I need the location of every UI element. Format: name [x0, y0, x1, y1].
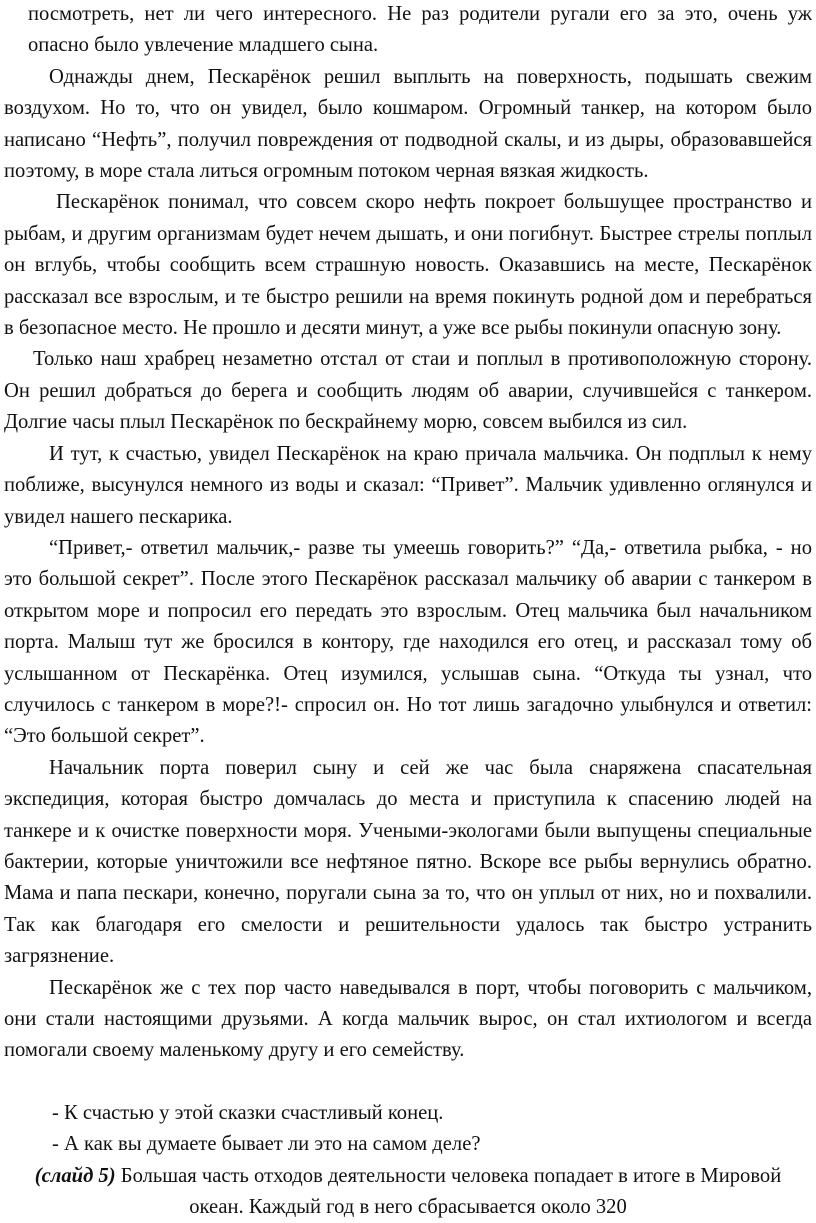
paragraph-3: Пескарёнок понимал, что совсем скоро нефть покроет большущее пространство и рыбам, и другим организмам будет нечем дышать, и они погибнут. Быстрее стрелы поплыл он вглубь, чтобы сообщить всем страшную новость. Оказавшись на месте, Пескарёнок рассказал все взрослым, и те быстро решили на время покинуть родной дом и перебраться в безопасное место. Не прошло и десяти минут, а уже все рыбы покинули опасную зону. [4, 191, 812, 340]
slide-paragraph [4, 1161, 812, 1223]
paragraph-8: Пескарёнок же с тех пор часто наведывался в порт, чтобы поговорить с мальчиком, они стали настоящими друзьями. А когда мальчик вырос, он стал ихтиологом и всегда помогали своему маленькому другу и его семейству. [4, 976, 812, 1062]
paragraph-6: “Привет,- ответил мальчик,- разве ты умеешь говорить?” “Да,- ответила рыбка, - но это большой секрет”. После этого Пескарёнок рассказал мальчику об аварии с танкером в открытом море и попросил его передать это взрослым. Отец мальчика был начальником порта. Малыш тут же бросился в контору, где находился его отец, и рассказал тому об услышанном от Пескарёнка. Отец изумился, услышав сына. “Откуда ты узнал, что случилось с танкером в море?!- спросил он. Но тот лишь загадочно улыбнулся и ответил: “Это большой секрет”. [4, 536, 812, 748]
dialog-line-1: - К счастью у этой сказки счастливый конец. [52, 1101, 444, 1124]
spacer [4, 1067, 812, 1098]
paragraph-1: посмотреть, нет ли чего интересного. Не раз родители ругали его за это, очень уж опасно было увлечение младшего сына. [28, 3, 812, 57]
slide-tag: (слайд 5) [34, 1164, 116, 1187]
paragraph-4: Только наш храбрец незаметно отстал от стаи и поплыл в противоположную сторону. Он решил добраться до берега и сообщить людям об аварии, случившейся с танкером. Долгие часы плыл Пескарёнок по бескрайнему морю, совсем выбился из сил. [4, 348, 812, 434]
dialog-line-2: - А как вы думаете бывает ли это на самом деле? [52, 1133, 481, 1156]
paragraph-5: И тут, к счастью, увидел Пескарёнок на краю причала мальчика. Он подплыл к нему поближе, высунулся немного из воды и сказал: “Привет”. Мальчик удивленно оглянулся и увидел нашего пескарика. [4, 442, 812, 528]
slide-text: Большая часть отходов деятельности человека попадает в итоге в Мировой океан. Каждый год в него сбрасывается около 320 [115, 1164, 782, 1219]
paragraph-7: Начальник порта поверил сыну и сей же час была снаряжена спасательная экспедиция, которая быстро домчалась до места и приступила к спасению людей на танкере и к очистке поверхности моря. Учеными-экологами были выпущены специальные бактерии, которые уничтожили все нефтяное пятно. Вскоре все рыбы вернулись обратно. Мама и папа пескари, конечно, поругали сына за то, что он уплыл от них, но и похвалили. Так как благодаря его смелости и решительности удалось так быстро устранить загрязнение. [4, 756, 812, 968]
paragraph-2: Однажды днем, Пескарёнок решил выплыть на поверхность, подышать свежим воздухом. Но то, что он увидел, было кошмаром. Огромный танкер, на котором было написано “Нефть”, получил повреждения от подводной скалы, и из дыры, образовавшейся поэтому, в море стала литься огромным потоком черная вязкая жидкость. [4, 65, 812, 183]
